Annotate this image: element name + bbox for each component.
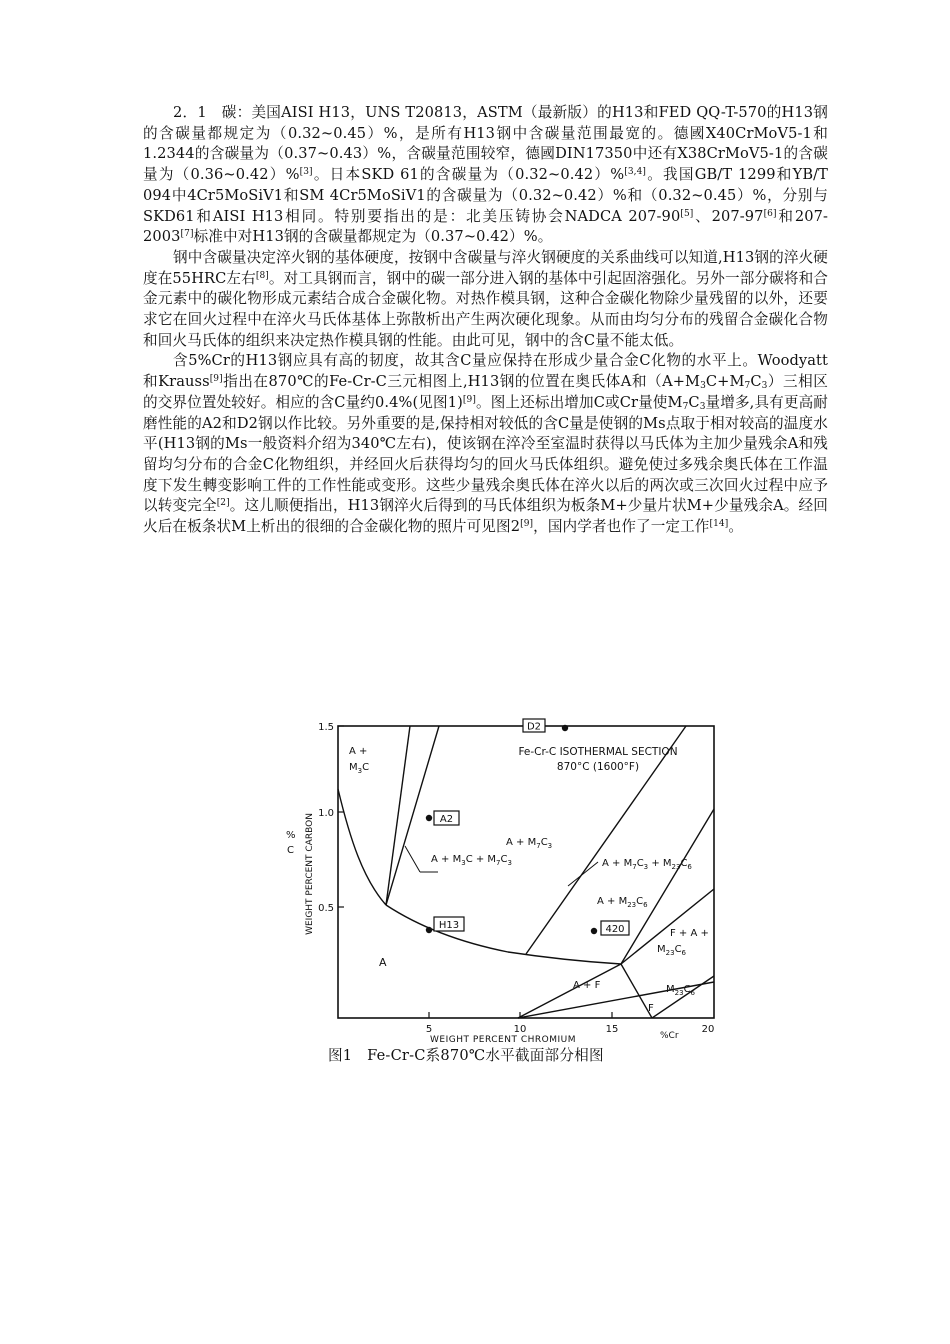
text-run: C	[750, 373, 762, 391]
text-run: 。日本SKD 61的含碳量为（0.32~0.42）%	[312, 166, 625, 184]
region-a-m3c-line2: $M_3C$	[349, 762, 370, 775]
boundary-m3c-left	[386, 726, 410, 905]
y-tick-label: 1.5	[318, 722, 334, 733]
x-tick-label: 20	[701, 1024, 715, 1035]
citation-ref: [8]	[255, 270, 269, 281]
boundary-a-m3c	[338, 789, 386, 905]
text-run: 标准中对H13钢的含碳量都规定为（0.37~0.42）%。	[193, 228, 553, 246]
y-unit-percent: %	[286, 830, 296, 841]
region-a-f: A + F	[573, 980, 601, 991]
citation-ref: [9]	[209, 374, 223, 385]
x-tick-label: 5	[425, 1024, 433, 1035]
text-run: 钢中含碳量决定淬火钢的基体硬度，按钢中含碳量与淬火钢硬度的关系曲线可以知道,H13钢的淬火硬度在55HRC左右	[143, 248, 828, 287]
region-a-m7c3: $A + M_7C_3$	[506, 837, 553, 850]
subscript: 3	[699, 401, 706, 412]
citation-ref: [7]	[180, 229, 194, 240]
region-f-a-m23c6-line1: F + A +	[670, 928, 709, 939]
boundary-m3c-right	[386, 726, 439, 905]
paragraph-carbon-standards	[143, 103, 828, 248]
citation-ref: [9]	[462, 394, 476, 405]
text-run: C	[688, 393, 700, 411]
text-run: 、207-97	[693, 207, 764, 225]
text-run: 和207-2003	[143, 207, 829, 246]
subscript: 3	[700, 381, 706, 392]
text-run: ，国内学者也作了一定工作	[533, 518, 710, 536]
a2-marker	[426, 815, 432, 821]
body-text	[143, 103, 828, 538]
figure-caption: 图1 Fe-Cr-C系870℃水平截面部分相图	[328, 1047, 604, 1064]
a2-label: A2	[439, 814, 454, 825]
region-a-m7c3-m23c6: $A + M_7C_3 + M_{23}C_6$	[602, 858, 692, 871]
420-marker	[591, 928, 597, 934]
text-run: 。	[728, 518, 744, 536]
text-run: 2．1 碳：美国AISI H13，UNS T20813，ASTM（最新版）的H13和FED QQ-T-570的H13钢的含碳量都规定为（0.32~0.45）%，是所有H13钢中含碳量范围最宽的。德國X40CrMoV5-1和1.2344的含碳量为（0.37~0.43）%，含碳量范围较窄，德國DIN17350中还有X38CrMoV5-1的含碳量为（0.36~0.42）%	[143, 104, 828, 184]
region-m23c6: $M_{23}C_6$	[666, 984, 696, 997]
region-a: A	[379, 956, 387, 969]
plot-frame	[338, 726, 714, 1018]
y-unit-c: C	[287, 845, 294, 856]
citation-ref: [6]	[763, 208, 777, 219]
leader-three-phase	[568, 862, 598, 886]
text-run: 量增多,具有更高耐磨性能的A2和D2钢以作比较。另外重要的是,保持相对较低的含C量是使钢的Ms点取于相对较高的温度水平(H13钢的Ms一般资料介绍为340℃左右)，使该钢在淬冷至室温时获得以马氏体为主加少量残余A和残留均匀分布的合金C化物组织，并经回火后获得均匀的回火马氏体组织。避免使过多残余奥氏体在工作温度下发生轉变影响工件的工作性能或变形。这些少量残余奥氏体在淬火以后的两次或三次回火过程中应予以转变完全	[143, 393, 828, 515]
text-run: C+M	[705, 373, 745, 391]
diagram-title: Fe-Cr-C ISOTHERMAL SECTION	[518, 746, 678, 758]
text-run: 含5%Cr的H13钢应具有高的韧度，故其含C量应保持在形成少量合金C化物的水平上。Woodyatt 和Krauss	[143, 352, 828, 391]
leader-a-m3c-m7c3	[405, 846, 420, 872]
x-tick-label: 15	[605, 1024, 619, 1035]
citation-ref: [9]	[520, 519, 534, 530]
subscript: 7	[682, 401, 689, 412]
subscript: 3	[761, 381, 768, 392]
citation-ref: [14]	[709, 519, 729, 530]
text-run: 。我国GB/T 1299和YB/T 094中4Cr5MoSiV1和SM 4Cr5MoSiV1的含碳量为（0.32~0.42）%和（0.32~0.45）%，分别与SKD61和AISI H13相同。特别要指出的是：北美压铸协会NADCA 207-90	[143, 166, 828, 225]
d2-marker	[562, 725, 568, 731]
y-axis-label: WEIGHT PERCENT CARBON	[305, 813, 315, 935]
text-run: 。这儿顺便指出，H13钢淬火后得到的马氏体组织为板条M+少量片状M+少量残余A。经回火后在板条状M上析出的很细的合金碳化物的照片可见图2	[143, 497, 828, 536]
paragraph-h13-toughness	[143, 351, 828, 537]
h13-marker	[426, 927, 432, 933]
phase-diagram	[268, 714, 738, 1044]
region-a-m3c-m7c3: $A + M_3C + M_7C_3$	[431, 854, 512, 867]
text-run: ）三相区的交界位置处较好。相应的含C量约0.4%(见图1)	[143, 373, 828, 411]
boundary-af-upper	[518, 964, 621, 1018]
diagram-subtitle: 870°C (1600°F)	[556, 761, 640, 773]
citation-ref: [3,4]	[624, 167, 647, 178]
text-run: 。图上还标出增加C或Cr量使M	[475, 393, 683, 411]
paragraph-carbon-hardness	[143, 248, 828, 352]
x-axis-label: WEIGHT PERCENT CHROMIUM	[430, 1035, 576, 1044]
y-tick-label: 1.0	[318, 808, 334, 819]
phase-diagram-figure	[268, 714, 738, 1044]
region-a-m3c-line1: A +	[349, 746, 368, 757]
region-a-m23c6: $A + M_{23}C_6$	[597, 896, 648, 909]
region-f: F	[648, 1003, 654, 1014]
text-run: 。对工具钢而言，钢中的碳一部分进入钢的基体中引起固溶强化。另外一部分碳将和合金元素中的碳化物形成元素结合成合金碳化物。对热作模具钢，这种合金碳化物除少量残留的以外，还要求它在回火过程中在淬火马氏体基体上弥散析出产生两次硬化现象。从而由均匀分布的残留合金碳化合物和回火马氏体的组织来决定热作模具钢的性能。由此可见，钢中的含C量不能太低。	[143, 269, 828, 349]
citation-ref: [5]	[680, 208, 694, 219]
y-tick-label: 0.5	[318, 903, 334, 914]
d2-label: D2	[526, 721, 542, 733]
text-run: 指出在870℃的Fe-Cr-C三元相图上,H13钢的位置在奥氏体A和（A+M	[222, 373, 701, 391]
x-tick-label: 10	[513, 1024, 527, 1035]
boundary-austenite	[386, 905, 621, 964]
x-unit: %Cr	[660, 1031, 679, 1041]
region-f-a-m23c6-line2: $M_{23}C_6$	[657, 944, 687, 957]
h13-label: H13	[438, 920, 460, 931]
420-label: 420	[605, 924, 625, 935]
boundary-m7c3-m23c6-right	[621, 809, 714, 964]
citation-ref: [3]	[299, 167, 313, 178]
citation-ref: [2]	[216, 498, 230, 509]
subscript: 7	[744, 381, 751, 392]
boundary-f-m23c6	[652, 976, 714, 1018]
